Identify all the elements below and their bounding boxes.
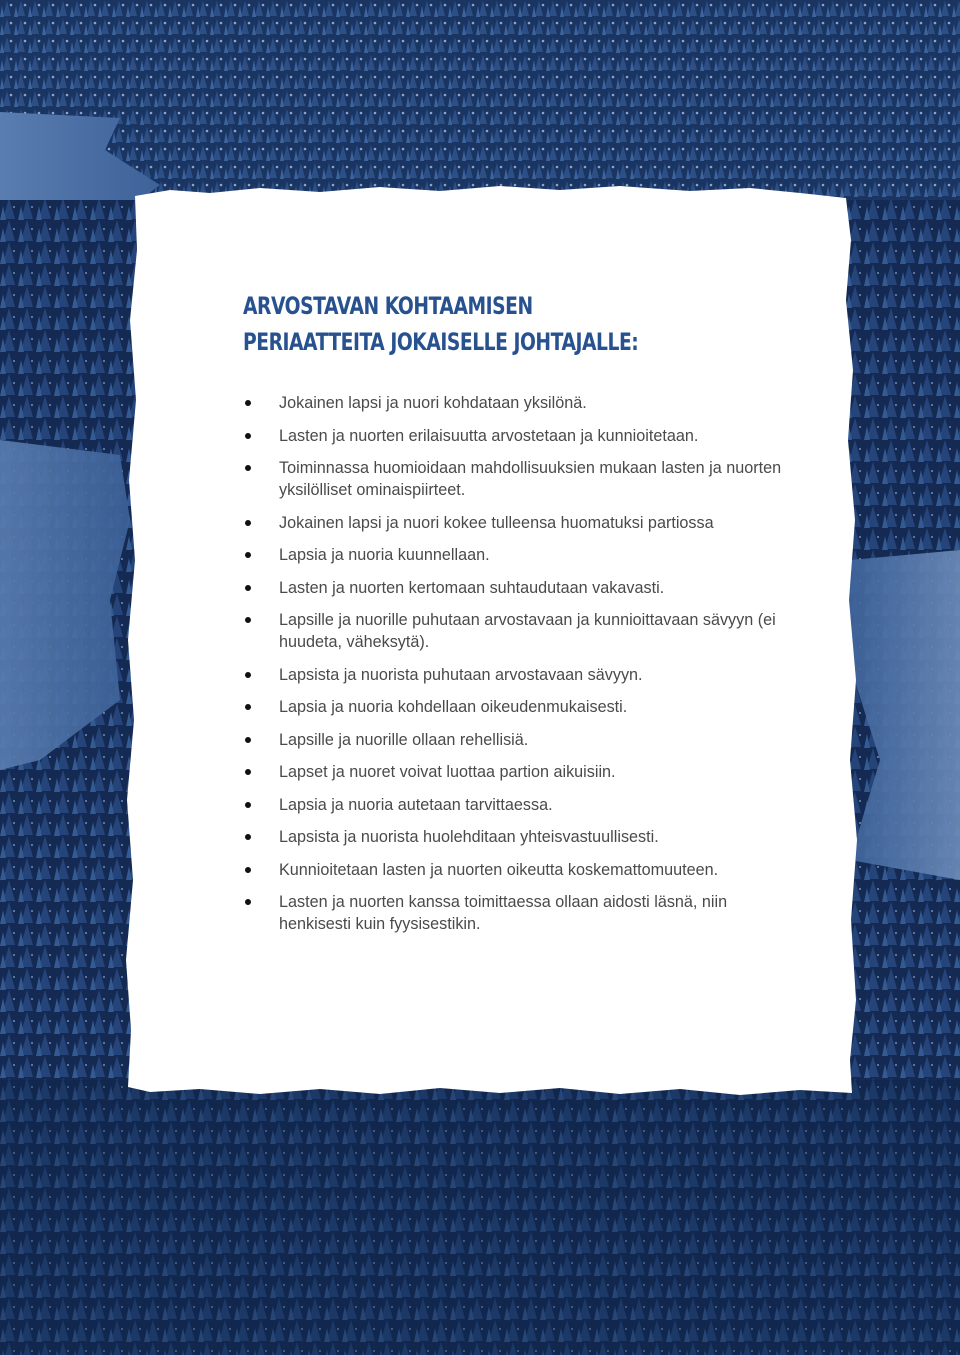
bullet-icon [245,704,251,710]
list-item: Lapsia ja nuoria autetaan tarvittaessa. [243,794,783,816]
list-item: Lapsia ja nuoria kuunnellaan. [243,544,783,566]
list-item: Lasten ja nuorten erilaisuutta arvostetaan ja kunnioitetaan. [243,425,783,447]
bullet-icon [245,552,251,558]
list-item: Lapsille ja nuorille ollaan rehellisiä. [243,729,783,751]
page-title [243,288,742,360]
list-item: Lapsia ja nuoria kohdellaan oikeudenmukaisesti. [243,696,783,718]
bullet-icon [245,520,251,526]
bullet-icon [245,617,251,623]
list-item: Kunnioitetaan lasten ja nuorten oikeutta koskemattomuuteen. [243,859,783,881]
bullet-icon [245,465,251,471]
bullet-icon [245,802,251,808]
bullet-icon [245,585,251,591]
list-item: Lapsille ja nuorille puhutaan arvostavaan ja kunnioittavaan sävyyn (ei huudeta, väheksytä). [243,609,783,653]
list-item: Toiminnassa huomioidaan mahdollisuuksien mukaan lasten ja nuorten yksilölliset ominaispiirteet. [243,457,783,501]
list-item: Jokainen lapsi ja nuori kokee tulleensa huomatuksi partiossa [243,512,783,534]
bullet-icon [245,834,251,840]
bullet-icon [245,867,251,873]
list-item: Lasten ja nuorten kertomaan suhtaudutaan vakavasti. [243,577,783,599]
list-item: Lapsista ja nuorista huolehditaan yhteisvastuullisesti. [243,826,783,848]
title-line-1: ARVOSTAVAN KOHTAAMISEN [243,292,533,320]
list-item: Lapset ja nuoret voivat luottaa partion aikuisiin. [243,761,783,783]
title-line-2: PERIAATTEITA JOKAISELLE JOHTAJALLE: [243,328,639,356]
bullet-icon [245,737,251,743]
bullet-icon [245,400,251,406]
list-item: Lasten ja nuorten kanssa toimittaessa ollaan aidosti läsnä, niin henkisesti kuin fyysisestikin. [243,891,783,935]
bullet-icon [245,769,251,775]
bullet-icon [245,433,251,439]
principles-list [243,392,783,935]
principles-card [243,288,783,946]
list-item: Lapsista ja nuorista puhutaan arvostavaan sävyyn. [243,664,783,686]
list-item: Jokainen lapsi ja nuori kohdataan yksilönä. [243,392,783,414]
bullet-icon [245,672,251,678]
bullet-icon [245,899,251,905]
